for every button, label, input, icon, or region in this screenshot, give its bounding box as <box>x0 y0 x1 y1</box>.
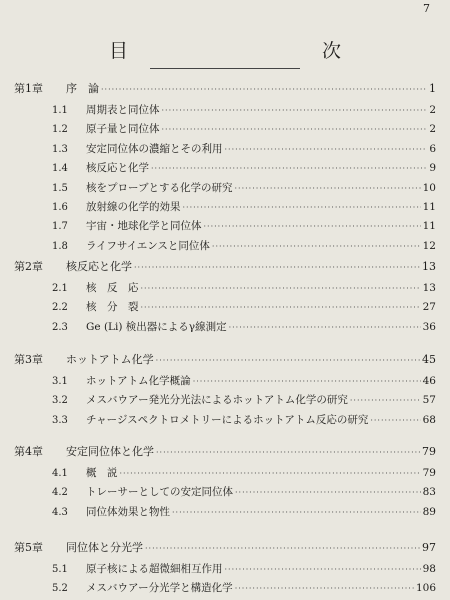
toc-chapter-5[interactable] <box>0 539 450 555</box>
dot-leader <box>156 356 420 365</box>
section-number: 1.8 <box>52 240 68 252</box>
section-number: 2.2 <box>52 302 68 314</box>
section-title: 核をプローブとする化学の研究 <box>86 181 233 194</box>
page-title: 目 次 <box>108 40 393 62</box>
section-page-number: 36 <box>422 320 436 333</box>
dot-leader <box>141 284 421 293</box>
dot-leader <box>212 242 421 251</box>
toc-section-2-2[interactable] <box>0 299 450 315</box>
section-number: 1.3 <box>52 143 68 155</box>
section-title: 概 説 <box>86 467 118 479</box>
toc-section-3-3[interactable] <box>0 412 450 428</box>
section-page-number: 98 <box>422 563 436 575</box>
toc-section-1-7[interactable] <box>0 218 450 234</box>
chapter-number: 第1章 <box>14 82 43 95</box>
section-title: 核反応と化学 <box>86 162 149 175</box>
dot-leader <box>120 469 421 478</box>
dot-leader <box>134 263 420 272</box>
section-title: 核 反 応 <box>86 282 139 294</box>
toc-section-4-2[interactable] <box>0 484 450 500</box>
chapter-title: ホットアトム化学 <box>66 353 154 366</box>
dot-leader <box>225 565 421 574</box>
section-page-number: 2 <box>429 104 436 116</box>
section-number: 4.3 <box>52 506 68 518</box>
section-page-number: 10 <box>422 181 436 194</box>
section-title: Ge (Li) 検出器によるγ線測定 <box>86 320 227 333</box>
page-number: 7 <box>423 2 430 15</box>
section-title: トレーサーとしての安定同位体 <box>86 486 233 499</box>
section-page-number: 13 <box>422 282 436 294</box>
toc-chapter-4[interactable] <box>0 443 450 459</box>
section-page-number: 12 <box>422 239 436 252</box>
toc-section-1-2[interactable] <box>0 121 450 137</box>
section-title: ライフサイエンスと同位体 <box>86 239 210 252</box>
section-number: 2.3 <box>52 321 68 333</box>
section-number: 3.1 <box>52 376 68 387</box>
section-title: 原子核による超微細相互作用 <box>86 563 223 575</box>
dot-leader <box>235 584 414 593</box>
dot-leader <box>162 106 428 115</box>
section-number: 1.4 <box>52 163 68 175</box>
toc-chapter-2[interactable] <box>0 258 450 274</box>
section-title: ホットアトム化学概論 <box>86 375 191 387</box>
dot-leader <box>156 448 420 457</box>
dot-leader <box>101 85 427 94</box>
chapter-page-number: 79 <box>422 445 436 458</box>
dot-leader <box>151 164 427 173</box>
section-number: 3.2 <box>52 395 68 407</box>
section-title: 原子量と同位体 <box>86 123 160 136</box>
section-title: チャージスペクトロメトリーによるホットアトム反応の研究 <box>86 413 369 426</box>
section-page-number: 106 <box>415 582 436 595</box>
section-title: 宇宙・地球化学と同位体 <box>86 220 202 233</box>
chapter-title: 核反応と化学 <box>66 260 132 273</box>
section-number: 4.2 <box>52 487 68 499</box>
dot-leader <box>350 396 421 405</box>
section-page-number: 46 <box>422 375 436 387</box>
section-page-number: 6 <box>429 142 436 155</box>
toc-chapter-3[interactable] <box>0 351 450 367</box>
dot-leader <box>204 222 421 231</box>
chapter-page-number: 45 <box>422 353 436 366</box>
section-number: 4.1 <box>52 468 68 479</box>
chapter-number: 第3章 <box>14 353 43 366</box>
dot-leader <box>141 303 421 312</box>
toc-section-5-1[interactable] <box>0 561 450 577</box>
toc-section-4-3[interactable] <box>0 504 450 520</box>
toc-section-2-1[interactable] <box>0 280 450 296</box>
section-title: メスバウアー発光分光法によるホットアトム化学の研究 <box>86 394 348 407</box>
toc-chapter-1[interactable] <box>0 80 450 96</box>
chapter-number: 第2章 <box>14 260 43 273</box>
dot-leader <box>234 184 420 193</box>
dot-leader <box>229 323 421 332</box>
toc-section-1-1[interactable] <box>0 102 450 118</box>
section-page-number: 83 <box>422 486 436 499</box>
chapter-page-number: 97 <box>422 541 436 554</box>
dot-leader <box>193 377 421 386</box>
toc-section-3-1[interactable] <box>0 373 450 389</box>
section-number: 1.7 <box>52 221 68 233</box>
toc-section-3-2[interactable] <box>0 392 450 408</box>
toc-section-1-5[interactable] <box>0 180 450 196</box>
toc-section-1-4[interactable] <box>0 160 450 176</box>
section-title: 核 分 裂 <box>86 301 139 314</box>
toc-section-1-8[interactable] <box>0 238 450 254</box>
chapter-title: 安定同位体と化学 <box>66 445 154 458</box>
section-page-number: 57 <box>422 394 436 407</box>
section-page-number: 79 <box>422 467 436 479</box>
dot-leader <box>235 488 421 497</box>
dot-leader <box>145 544 420 553</box>
section-page-number: 27 <box>422 301 436 314</box>
section-title: 放射線の化学的効果 <box>86 201 181 213</box>
chapter-title: 序 論 <box>66 82 99 95</box>
title-underline <box>150 68 300 69</box>
section-number: 1.1 <box>52 105 68 116</box>
section-number: 1.5 <box>52 182 68 194</box>
toc-section-4-1[interactable] <box>0 465 450 481</box>
chapter-title: 同位体と分光学 <box>66 541 143 554</box>
chapter-number: 第4章 <box>14 445 43 458</box>
section-number: 1.6 <box>52 202 68 213</box>
section-page-number: 68 <box>422 413 436 426</box>
dot-leader <box>225 145 428 154</box>
section-number: 1.2 <box>52 124 68 136</box>
section-number: 3.3 <box>52 414 68 426</box>
section-title: 安定同位体の濃縮とその利用 <box>86 142 223 155</box>
chapter-page-number: 1 <box>429 82 436 95</box>
section-number: 2.1 <box>52 283 68 294</box>
dot-leader <box>183 203 421 212</box>
dot-leader <box>172 508 421 517</box>
section-number: 5.1 <box>52 564 68 575</box>
section-title: 同位体効果と物性 <box>86 505 170 518</box>
section-page-number: 89 <box>422 505 436 518</box>
section-page-number: 11 <box>422 201 436 213</box>
chapter-page-number: 13 <box>422 260 436 273</box>
section-page-number: 9 <box>429 162 436 175</box>
chapter-number: 第5章 <box>14 541 43 554</box>
section-page-number: 2 <box>429 123 436 136</box>
toc-section-5-2[interactable] <box>0 580 450 596</box>
dot-leader <box>162 125 428 134</box>
toc-section-1-3[interactable] <box>0 141 450 157</box>
section-number: 5.2 <box>52 583 68 595</box>
section-title: メスバウアー分光学と構造化学 <box>86 582 233 595</box>
section-title: 周期表と同位体 <box>86 104 160 116</box>
section-page-number: 11 <box>422 220 436 233</box>
dot-leader <box>370 416 420 425</box>
toc-section-2-3[interactable] <box>0 319 450 335</box>
toc-section-1-6[interactable] <box>0 199 450 215</box>
